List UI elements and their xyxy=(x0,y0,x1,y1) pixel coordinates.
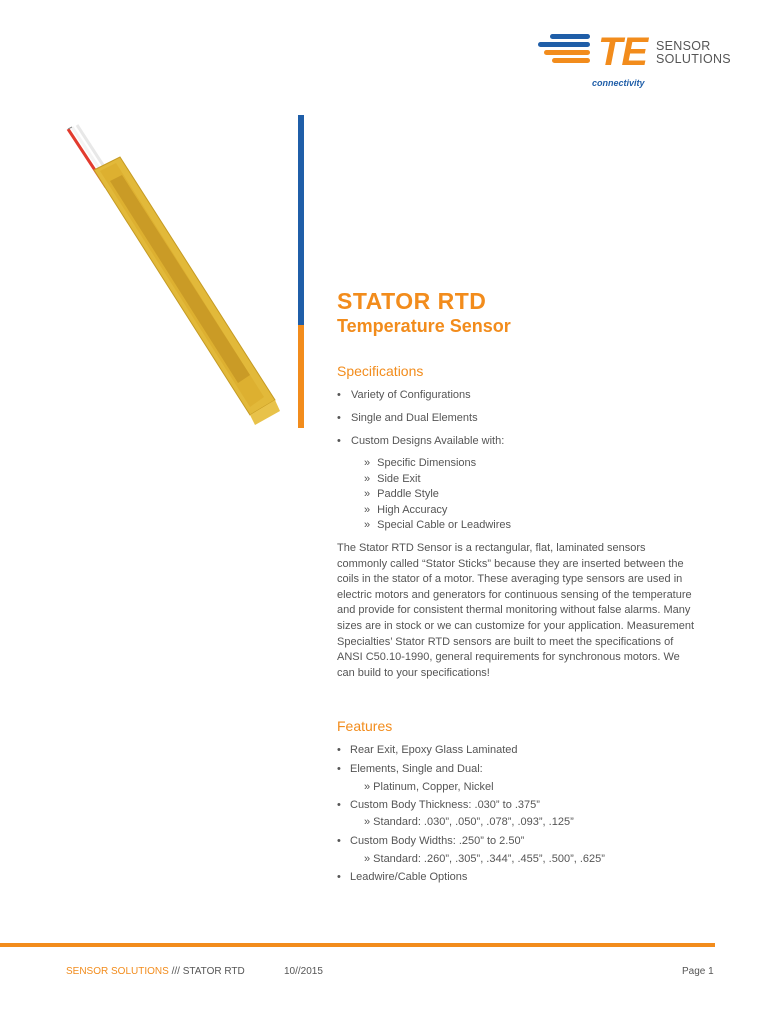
product-title: STATOR RTD xyxy=(337,288,487,314)
accent-bar-orange xyxy=(298,325,304,428)
accent-bar-blue xyxy=(298,115,304,325)
logo-division-line2: SOLUTIONS xyxy=(656,52,731,66)
list-item: • Custom Body Widths: .250” to 2.50” xyxy=(337,835,524,847)
logo-tagline: connectivity xyxy=(592,78,645,88)
te-connectivity-logo xyxy=(536,30,736,100)
logo-stripes-icon xyxy=(536,30,596,70)
list-item: » Special Cable or Leadwires xyxy=(364,519,512,532)
list-item: » Standard: .260”, .305”, .344”, .455”, .500”, .625” xyxy=(364,853,605,865)
footer-separator: /// xyxy=(168,966,183,977)
list-item: » Standard: .030”, .050”, .078”, .093”, .125” xyxy=(364,816,574,828)
list-item: • Elements, Single and Dual: xyxy=(337,763,483,775)
stator-rtd-sensor-image xyxy=(50,115,290,425)
footer-brand: SENSOR SOLUTIONS xyxy=(66,966,169,977)
page-number: Page 1 xyxy=(682,966,714,977)
list-item: » Paddle Style xyxy=(364,488,439,501)
product-description: The Stator RTD Sensor is a rectangular, flat, laminated sensors commonly called “Stator Sticks” because they are inserted between the coils in the stator of a motor. These averaging type sensors are used in electric motors and generators for continuous sensing of the temperature and provide for consistent thermal monitoring without false alarms. Many sizes are in stock or we can customize for your application. Measurement Specialties’ Stator RTD sensors are built to meet the specifications of ANSI C50.10-1990, general requirements for synchronous motors. We can build to your specifications! xyxy=(337,542,695,679)
custom-options-list xyxy=(364,457,511,535)
list-item: • Variety of Configurations xyxy=(337,390,504,401)
footer-divider xyxy=(0,943,715,947)
footer-label xyxy=(66,966,245,977)
specifications-list xyxy=(337,390,504,459)
footer-product: STATOR RTD xyxy=(182,966,245,977)
list-item: • Custom Designs Available with: xyxy=(337,436,504,447)
list-item: • Custom Body Thickness: .030” to .375” xyxy=(337,799,540,811)
list-item: » Side Exit xyxy=(364,472,421,485)
specifications-heading: Specifications xyxy=(337,363,424,379)
list-item: • Single and Dual Elements xyxy=(337,413,504,424)
list-item: • Rear Exit, Epoxy Glass Laminated xyxy=(337,744,518,756)
footer-date: 10//2015 xyxy=(284,966,323,977)
list-item: » Specific Dimensions xyxy=(364,457,477,469)
features-heading: Features xyxy=(337,718,393,734)
logo-division-line1: SENSOR xyxy=(656,39,711,53)
product-subtitle: Temperature Sensor xyxy=(337,316,511,336)
list-item: » High Accuracy xyxy=(364,503,448,516)
list-item: • Leadwire/Cable Options xyxy=(337,871,467,883)
logo-brand: TE xyxy=(598,30,648,74)
list-item: » Platinum, Copper, Nickel xyxy=(364,781,494,793)
